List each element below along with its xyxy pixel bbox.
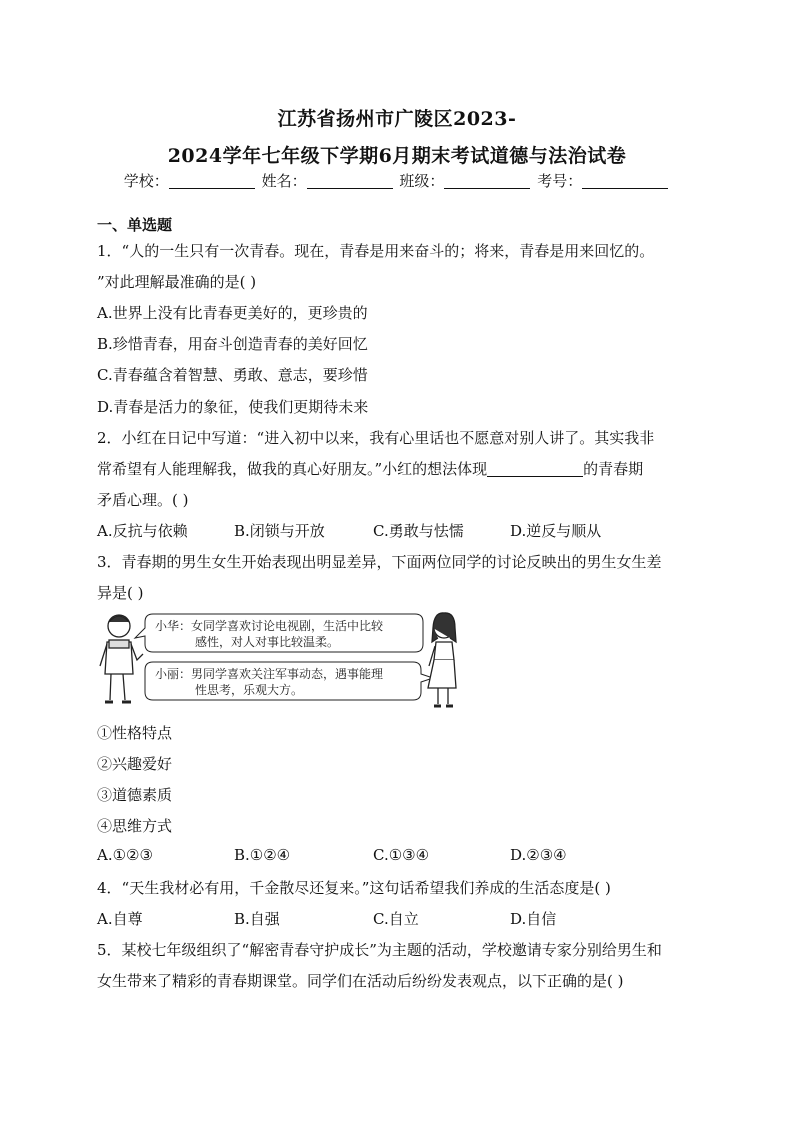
q3-item-2: ②兴趣爱好	[97, 755, 173, 773]
q2-option-b: B.闭锁与开放	[234, 522, 325, 540]
q4-option-c: C.自立	[373, 910, 419, 928]
dialogue-illustration-svg	[97, 608, 457, 716]
boy-figure	[100, 615, 143, 702]
dialogue-illustration	[97, 608, 457, 716]
q4-line1: 4．“天生我材必有用，千金散尽还复来。”这句话希望我们养成的生活态度是( )	[97, 879, 611, 897]
q3-option-d: D.②③④	[510, 846, 567, 864]
q2-option-c: C.勇敢与怯懦	[373, 522, 464, 540]
q3-item-1: ①性格特点	[97, 724, 173, 742]
q2-option-a: A.反抗与依赖	[97, 522, 188, 540]
q1-line2: ”对此理解最准确的是( )	[97, 273, 257, 291]
q4-option-a: A.自尊	[97, 910, 143, 928]
q3-item-4: ④思维方式	[97, 817, 173, 835]
section-heading: 一、单选题	[97, 216, 173, 234]
q4-option-d: D.自信	[510, 910, 557, 928]
q2-option-d: D.逆反与顺从	[510, 522, 602, 540]
bubble2-line2: 性思考，乐观大方。	[195, 683, 304, 697]
q3-item-3: ③道德素质	[97, 786, 173, 804]
name-blank[interactable]	[307, 174, 393, 189]
class-label: 班级：	[399, 172, 445, 190]
q2-answer-blank[interactable]	[487, 462, 583, 477]
bubble1-line2: 感性，对人对事比较温柔。	[195, 635, 340, 649]
q5-line1: 5．某校七年级组织了“解密青春守护成长”为主题的活动，学校邀请专家分别给男生和	[97, 941, 662, 959]
exam-no-blank[interactable]	[582, 174, 668, 189]
student-info-row	[0, 170, 794, 191]
q3-option-c: C.①③④	[373, 846, 430, 864]
q2-options	[97, 520, 717, 540]
q1-option-c: C.青春蕴含着智慧、勇敢、意志，要珍惜	[97, 366, 368, 384]
q1-option-a: A.世界上没有比青春更美好的，更珍贵的	[97, 304, 368, 322]
q3-option-a: A.①②③	[97, 846, 153, 864]
girl-figure	[428, 613, 456, 706]
exam-no-label: 考号：	[537, 172, 583, 190]
school-label: 学校：	[123, 172, 169, 190]
class-blank[interactable]	[444, 174, 530, 189]
bubble1-line1: 小华：女同学喜欢讨论电视剧，生活中比较	[155, 619, 384, 633]
q3-line1: 3．青春期的男生女生开始表现出明显差异，下面两位同学的讨论反映出的男生女生差	[97, 553, 662, 571]
bubble2-line1: 小丽：男同学喜欢关注军事动态，遇事能理	[155, 667, 384, 681]
q1-option-d: D.青春是活力的象征，使我们更期待未来	[97, 398, 369, 416]
q4-options	[97, 908, 717, 928]
q4-option-b: B.自强	[234, 910, 280, 928]
exam-title-line1: 江苏省扬州市广陵区2023-	[277, 108, 517, 130]
q3-options	[97, 846, 717, 866]
q3-line2: 异是( )	[97, 584, 144, 602]
q3-option-b: B.①②④	[234, 846, 291, 864]
q1-line1: 1．“人的一生只有一次青春。现在，青春是用来奋斗的；将来，青春是用来回忆的。	[97, 242, 655, 260]
school-blank[interactable]	[169, 174, 255, 189]
q2-line2-tail: 的青春期	[583, 460, 644, 478]
q2-line2	[97, 458, 643, 479]
exam-title-line2: 2024学年七年级下学期6月期末考试道德与法治试卷	[167, 145, 627, 167]
q2-line3: 矛盾心理。( )	[97, 491, 189, 509]
q5-line2: 女生带来了精彩的青春期课堂。同学们在活动后纷纷发表观点，以下正确的是( )	[97, 972, 624, 990]
q2-line2-text: 常希望有人能理解我，做我的真心好朋友。”小红的想法体现	[97, 460, 488, 478]
name-label: 姓名：	[261, 172, 307, 190]
q1-option-b: B.珍惜青春，用奋斗创造青春的美好回忆	[97, 335, 368, 353]
q2-line1: 2．小红在日记中写道：“进入初中以来，我有心里话也不愿意对别人讲了。其实我非	[97, 429, 655, 447]
